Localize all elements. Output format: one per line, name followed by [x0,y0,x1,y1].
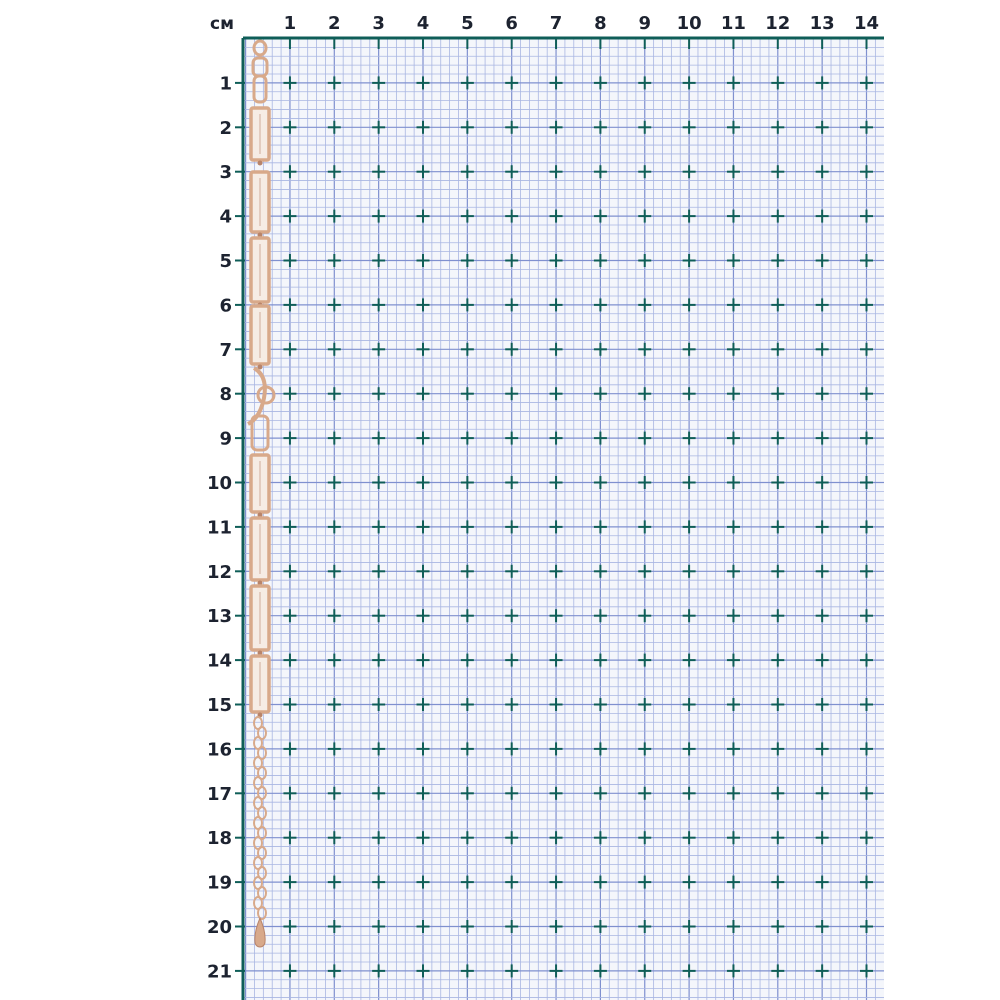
x-axis-label: 4 [416,13,430,34]
x-axis-label: 14 [853,13,880,34]
x-axis-label: 10 [676,13,702,34]
y-axis-label: 9 [219,428,232,450]
y-axis-label: 15 [206,695,232,716]
unit-label: см [210,14,234,34]
bracelet-rect-link [251,455,269,518]
x-axis-label: 1 [283,13,297,34]
y-axis-label: 12 [206,561,232,583]
x-axis-label: 9 [638,13,652,34]
y-axis-label: 14 [206,650,232,672]
y-axis-label: 2 [219,117,232,139]
y-axis-label: 10 [206,473,232,494]
x-axis-label: 12 [765,13,791,34]
y-axis-label: 20 [206,917,232,938]
y-axis-label: 3 [219,162,232,184]
bracelet-rect-link [251,172,269,238]
bracelet-rect-link [251,656,269,718]
bracelet-extension-chain [254,717,266,919]
y-axis-label: 1 [219,73,232,95]
y-axis-label: 19 [206,872,232,894]
y-axis-label: 21 [206,961,232,983]
bracelet-rect-link [251,518,269,586]
x-axis-label: 2 [328,13,341,34]
y-axis-label: 8 [219,384,232,406]
x-axis-label: 8 [594,13,607,34]
bracelet-rect-link [251,238,269,308]
x-axis-label: 7 [549,13,563,34]
bracelet-rect-link [251,586,269,656]
y-axis-label: 4 [219,206,232,228]
x-axis-label: 5 [461,13,474,34]
y-axis-label: 18 [206,828,232,850]
y-axis-label: 13 [206,606,232,628]
y-axis-label: 11 [206,517,232,539]
y-axis-label: 6 [219,295,232,317]
bracelet-rect-link [251,306,269,370]
y-axis-labels [207,73,232,982]
x-axis-label: 3 [372,13,385,34]
bracelet-rect-link [251,108,269,166]
x-axis-label: 13 [809,13,835,34]
y-axis-label: 7 [219,339,232,361]
y-axis-label: 17 [206,783,232,805]
x-axis-labels [284,13,879,34]
x-axis-label: 11 [720,13,746,34]
x-axis-label: 6 [505,13,518,34]
y-axis-label: 5 [219,251,232,272]
y-axis-label: 16 [206,739,232,761]
